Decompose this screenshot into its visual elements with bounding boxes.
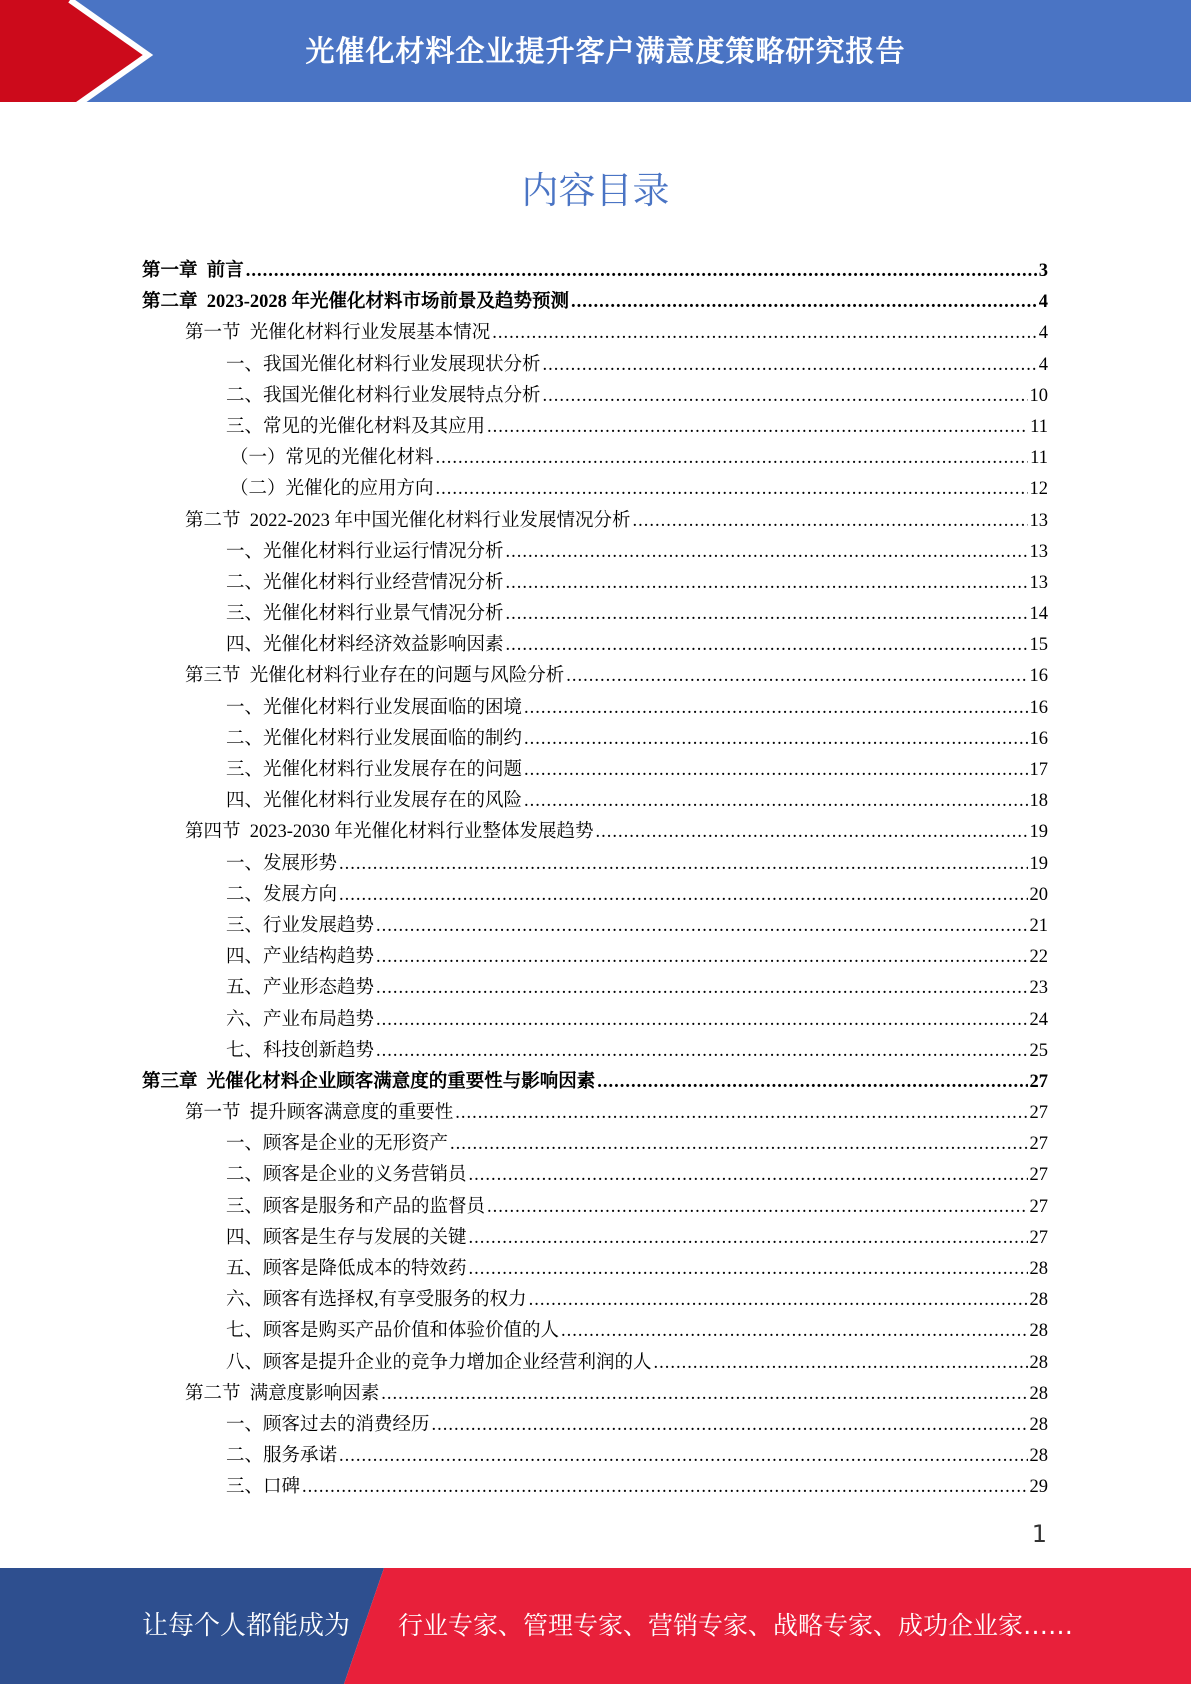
toc-entry-page: 28: [1029, 1383, 1048, 1404]
toc-entry-page: 16: [1029, 666, 1048, 687]
toc-entry-title: 六、顾客有选择权,有享受服务的权力: [226, 1290, 527, 1311]
toc-entry[interactable]: [142, 849, 1048, 880]
toc-entry-title: 第一节 光催化材料行业发展基本情况: [185, 323, 491, 344]
toc-entry-title: 四、光催化材料经济效益影响因素: [226, 635, 504, 656]
toc-leader-dots: [487, 412, 1028, 443]
toc-entry[interactable]: [142, 1036, 1048, 1067]
toc-entry[interactable]: [142, 1379, 1048, 1410]
toc-entry-page: 17: [1029, 760, 1048, 780]
toc-entry-title: 五、产业形态趋势: [226, 978, 375, 999]
table-of-contents: [142, 256, 1048, 1504]
toc-leader-dots: [450, 1129, 1027, 1160]
toc-entry-page: 27: [1029, 1134, 1048, 1155]
toc-entry-title: 一、光催化材料行业发展面临的困境: [226, 697, 523, 718]
toc-leader-dots: [339, 849, 1027, 880]
toc-entry-title: 二、我国光催化材料行业发展特点分析: [226, 385, 541, 406]
toc-entry-title: 六、产业布局趋势: [226, 1009, 375, 1030]
toc-entry-page: 27: [1029, 1071, 1048, 1092]
toc-leader-dots: [571, 287, 1037, 318]
toc-entry-title: 第四节 2023-2030 年光催化材料行业整体发展趋势: [185, 822, 594, 843]
toc-entry[interactable]: [142, 256, 1048, 287]
toc-entry[interactable]: [142, 661, 1048, 692]
footer-banner: [0, 1568, 1191, 1684]
toc-entry-page: 4: [1038, 292, 1048, 313]
toc-entry-title: 一、发展形势: [226, 853, 338, 874]
toc-entry-page: 12: [1029, 479, 1048, 500]
toc-entry-title: 四、光催化材料行业发展存在的风险: [226, 791, 523, 812]
toc-entry[interactable]: [142, 1441, 1048, 1472]
toc-entry-page: 13: [1029, 510, 1048, 531]
toc-leader-dots: [529, 1285, 1028, 1316]
toc-entry-title: 五、顾客是降低成本的特效药: [226, 1259, 467, 1279]
toc-leader-dots: [469, 1160, 1028, 1191]
toc-entry-title: 第三章 光催化材料企业顾客满意度的重要性与影响因素: [142, 1071, 596, 1092]
toc-leader-dots: [524, 693, 1027, 724]
toc-entry-title: 第二节 2022-2023 年中国光催化材料行业发展情况分析: [185, 510, 631, 531]
toc-entry-page: 28: [1029, 1414, 1048, 1435]
toc-leader-dots: [455, 1098, 1027, 1129]
toc-entry-title: 七、科技创新趋势: [226, 1040, 375, 1061]
toc-entry-page: 23: [1029, 978, 1048, 999]
toc-entry-page: 16: [1029, 728, 1048, 749]
toc-entry[interactable]: [142, 1254, 1048, 1285]
toc-entry-page: 11: [1030, 448, 1048, 469]
toc-leader-dots: [524, 786, 1027, 817]
toc-entry-title: 八、顾客是提升企业的竞争力增加企业经营利润的人: [226, 1352, 652, 1373]
toc-entry-title: 七、顾客是购买产品价值和体验价值的人: [226, 1321, 560, 1342]
toc-entry[interactable]: [142, 786, 1048, 817]
toc-entry-title: 第三节 光催化材料行业存在的问题与风险分析: [185, 666, 565, 687]
toc-leader-dots: [339, 880, 1027, 911]
toc-entry-page: 22: [1029, 947, 1048, 968]
toc-entry-page: 3: [1038, 261, 1048, 281]
toc-leader-dots: [302, 1472, 1027, 1503]
toc-entry-title: 三、顾客是服务和产品的监督员: [226, 1196, 486, 1217]
toc-entry-page: 13: [1029, 572, 1048, 593]
toc-entry[interactable]: [142, 911, 1048, 942]
toc-entry[interactable]: [142, 1410, 1048, 1441]
toc-entry-page: 4: [1038, 323, 1048, 344]
toc-entry[interactable]: [142, 1098, 1048, 1129]
toc-entry[interactable]: [142, 880, 1048, 911]
toc-leader-dots: [492, 318, 1036, 349]
toc-entry[interactable]: [142, 1160, 1048, 1191]
page-number: 1: [1031, 1520, 1047, 1548]
toc-entry[interactable]: [142, 693, 1048, 724]
toc-entry-page: 25: [1029, 1040, 1048, 1061]
toc-entry-page: 27: [1029, 1227, 1048, 1248]
toc-entry[interactable]: [142, 1285, 1048, 1316]
toc-entry-page: 27: [1029, 1196, 1048, 1217]
toc-leader-dots: [506, 599, 1028, 630]
toc-leader-dots: [246, 256, 1037, 287]
toc-entry-page: 16: [1029, 697, 1048, 718]
toc-entry-page: 20: [1029, 884, 1048, 905]
report-title: 光催化材料企业提升客户满意度策略研究报告: [305, 34, 906, 68]
toc-leader-dots: [381, 1379, 1027, 1410]
toc-entry-title: 三、口碑: [226, 1477, 301, 1498]
toc-leader-dots: [506, 630, 1028, 661]
toc-entry-page: 28: [1029, 1321, 1048, 1342]
toc-leader-dots: [566, 661, 1027, 692]
toc-entry-page: 28: [1029, 1446, 1048, 1467]
toc-entry-page: 27: [1029, 1165, 1048, 1186]
toc-entry-title: 第一节 提升顾客满意度的重要性: [185, 1103, 454, 1124]
toc-leader-dots: [376, 911, 1027, 942]
toc-entry-title: 二、光催化材料行业经营情况分析: [226, 572, 504, 593]
toc-leader-dots: [469, 1223, 1028, 1254]
toc-leader-dots: [436, 443, 1029, 474]
toc-entry-title: 一、光催化材料行业运行情况分析: [226, 541, 504, 562]
toc-entry-title: 第二章 2023-2028 年光催化材料市场前景及趋势预测: [142, 292, 570, 313]
toc-leader-dots: [376, 973, 1027, 1004]
toc-leader-dots: [524, 755, 1027, 786]
toc-leader-dots: [654, 1348, 1028, 1379]
toc-entry[interactable]: [142, 973, 1048, 1004]
toc-entry[interactable]: [142, 1067, 1048, 1098]
toc-entry-page: 28: [1029, 1259, 1048, 1279]
toc-leader-dots: [633, 506, 1028, 537]
toc-leader-dots: [596, 817, 1028, 848]
toc-leader-dots: [432, 1410, 1028, 1441]
toc-entry-page: 19: [1029, 822, 1048, 843]
toc-entry-page: 14: [1029, 604, 1048, 625]
toc-entry[interactable]: [142, 630, 1048, 661]
toc-entry[interactable]: [142, 942, 1048, 973]
toc-entry[interactable]: [142, 1192, 1048, 1223]
toc-entry[interactable]: [142, 474, 1048, 505]
toc-entry-title: 三、常见的光催化材料及其应用: [226, 416, 486, 437]
toc-entry[interactable]: [142, 318, 1048, 349]
toc-entry-title: 三、光催化材料行业景气情况分析: [226, 604, 504, 625]
toc-entry[interactable]: [142, 1005, 1048, 1036]
toc-entry[interactable]: [142, 1316, 1048, 1347]
footer-slogan-right: 行业专家、管理专家、营销专家、战略专家、成功企业家……: [398, 1611, 1074, 1640]
toc-entry-title: 四、顾客是生存与发展的关键: [226, 1227, 467, 1248]
toc-leader-dots: [376, 942, 1027, 973]
toc-leader-dots: [543, 381, 1028, 412]
toc-entry-page: 28: [1029, 1290, 1048, 1311]
toc-entry-title: 一、顾客是企业的无形资产: [226, 1134, 449, 1155]
toc-heading: 内容目录: [521, 169, 670, 212]
toc-entry[interactable]: [142, 381, 1048, 412]
toc-leader-dots: [376, 1005, 1027, 1036]
toc-entry-title: 二、发展方向: [226, 884, 338, 905]
toc-entry-page: 18: [1029, 791, 1048, 812]
toc-leader-dots: [597, 1067, 1027, 1098]
toc-entry-title: 二、光催化材料行业发展面临的制约: [226, 728, 523, 749]
toc-entry[interactable]: [142, 755, 1048, 786]
toc-entry[interactable]: [142, 817, 1048, 848]
toc-entry[interactable]: [142, 1223, 1048, 1254]
toc-entry-page: 21: [1029, 915, 1048, 936]
toc-entry-page: 19: [1029, 853, 1048, 874]
toc-leader-dots: [487, 1192, 1027, 1223]
toc-leader-dots: [506, 568, 1028, 599]
toc-entry-title: 第一章 前言: [142, 261, 244, 281]
toc-entry-page: 13: [1029, 541, 1048, 562]
toc-leader-dots: [339, 1441, 1027, 1472]
toc-entry-title: 二、顾客是企业的义务营销员: [226, 1165, 467, 1186]
toc-entry-title: （二）光催化的应用方向: [230, 479, 434, 500]
toc-entry-page: 27: [1029, 1103, 1048, 1124]
toc-entry[interactable]: [142, 412, 1048, 443]
toc-entry-title: 四、产业结构趋势: [226, 947, 375, 968]
toc-leader-dots: [524, 724, 1027, 755]
toc-entry-title: 第二节 满意度影响因素: [185, 1383, 380, 1404]
toc-entry-page: 11: [1030, 416, 1048, 437]
toc-entry-title: 三、光催化材料行业发展存在的问题: [226, 760, 523, 780]
header-banner: [0, 0, 1191, 110]
toc-entry-page: 10: [1029, 385, 1048, 406]
toc-entry-title: （一）常见的光催化材料: [230, 448, 434, 469]
footer-slogan-left: 让每个人都能成为: [142, 1611, 351, 1641]
toc-entry-title: 三、行业发展趋势: [226, 915, 375, 936]
toc-entry[interactable]: [142, 287, 1048, 318]
toc-leader-dots: [376, 1036, 1027, 1067]
toc-leader-dots: [436, 474, 1028, 505]
toc-entry-page: 4: [1038, 354, 1048, 375]
toc-entry[interactable]: [142, 1348, 1048, 1379]
toc-entry[interactable]: [142, 1472, 1048, 1503]
toc-entry[interactable]: [142, 537, 1048, 568]
toc-entry-page: 15: [1029, 635, 1048, 656]
toc-entry-title: 二、服务承诺: [226, 1446, 338, 1467]
toc-entry-page: 24: [1029, 1009, 1048, 1030]
toc-entry-title: 一、我国光催化材料行业发展现状分析: [226, 354, 541, 375]
toc-entry-title: 一、顾客过去的消费经历: [226, 1414, 430, 1435]
toc-entry[interactable]: [142, 724, 1048, 755]
toc-entry[interactable]: [142, 443, 1048, 474]
toc-entry[interactable]: [142, 1129, 1048, 1160]
toc-leader-dots: [469, 1254, 1028, 1285]
toc-entry[interactable]: [142, 568, 1048, 599]
toc-leader-dots: [543, 350, 1037, 381]
toc-entry[interactable]: [142, 350, 1048, 381]
toc-entry[interactable]: [142, 599, 1048, 630]
toc-entry-page: 28: [1029, 1352, 1048, 1373]
toc-entry[interactable]: [142, 506, 1048, 537]
toc-entry-page: 29: [1029, 1477, 1048, 1498]
toc-leader-dots: [506, 537, 1028, 568]
toc-leader-dots: [561, 1316, 1027, 1347]
